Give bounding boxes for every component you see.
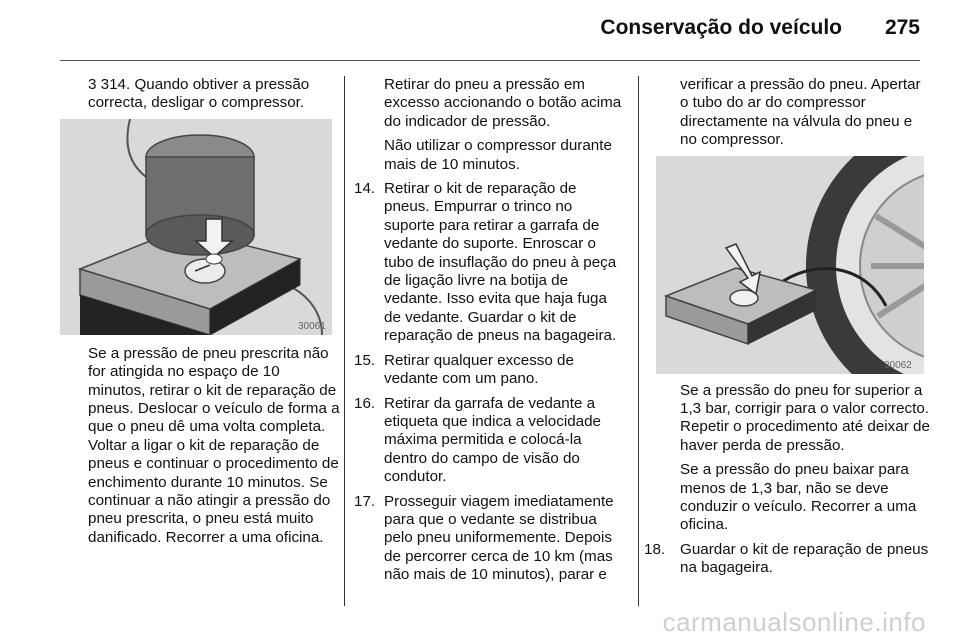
step-item [354,394,626,487]
page-title: Conservação do veículo [600,16,842,39]
step-text: Retirar o kit de reparação de pneus. Empurrar o trinco no suporte para retirar a garrafa de vedante do suporte. Enroscar o tubo de insuflação do pneu à peça de ligação livre na botija de vedante. Isso evita que haja fuga de vedante. Guardar o kit de reparação de pneus na bagageira. [384,180,617,345]
column-2 [354,76,626,591]
watermark: carmanualsonline.info [662,607,926,637]
step-item [644,540,930,578]
step-text: Prosseguir viagem imediatamente para que o vedante se distribua pelo pneu uniformemente. Depois de percorrer cerca de 10 km (mas não mais de 10 minutos), parar e [384,492,614,584]
intro-text: 3 314. Quando obtiver a pressão correcta, desligar o compressor. [88,76,310,112]
step-number: 17. [354,492,376,510]
figure-code: 30061 [298,320,326,332]
page-number: 275 [884,16,920,39]
tyre-compressor-figure [656,156,924,374]
page-header [0,0,960,62]
continued-text: Retirar do pneu a pressão em excesso accionando o botão acima do indicador de pressão. [384,76,622,130]
column-1 [88,76,340,553]
continued-text: verificar a pressão do pneu. Apertar o tubo do ar do compressor directamente na válvula do pneu e no compressor. [680,76,921,149]
step-number: 15. [354,351,376,369]
step-text: Retirar qualquer excesso de vedante com um pano. [384,351,574,388]
step-number: 18. [644,540,666,558]
continued-text: Não utilizar o compressor durante mais de 10 minutos. [384,137,612,173]
step-number: 14. [354,180,376,198]
figure-code: 30062 [884,359,912,371]
step-item [354,180,626,346]
column-3 [644,76,930,584]
step-number: 16. [354,394,376,412]
column-divider-2 [638,76,639,606]
step-item [354,492,626,585]
body-paragraph: Se a pressão de pneu prescrita não for atingida no espaço de 10 minutos, retirar o kit de reparação de pneus. Deslocar o veículo de forma a que o pneu dê uma volta completa. Voltar a ligar o kit de reparação de pneus e continuar o procedimento de enchimento durante 10 minutos. Se continuar a não atingir a pressão do pneu prescrita, o pneu está muito danificado. Recorrer a uma oficina. [88,344,340,546]
column-divider-1 [344,76,345,606]
compressor-figure [60,119,332,335]
step-item [354,351,626,389]
sub-paragraph: Se a pressão do pneu baixar para menos de 1,3 bar, não se deve conduzir o veículo. Recorrer a uma oficina. [680,461,917,534]
sub-paragraph: Se a pressão do pneu for superior a 1,3 bar, corrigir para o valor correcto. Repetir o procedimento até deixar de haver perda de pressão. [680,381,930,454]
header-rule [60,60,920,61]
step-text: Guardar o kit de reparação de pneus na bagageira. [680,540,929,577]
step-text: Retirar da garrafa de vedante a etiqueta que indica a velocidade máxima permitida e colocá-la dentro do campo de visão do condutor. [384,394,602,486]
